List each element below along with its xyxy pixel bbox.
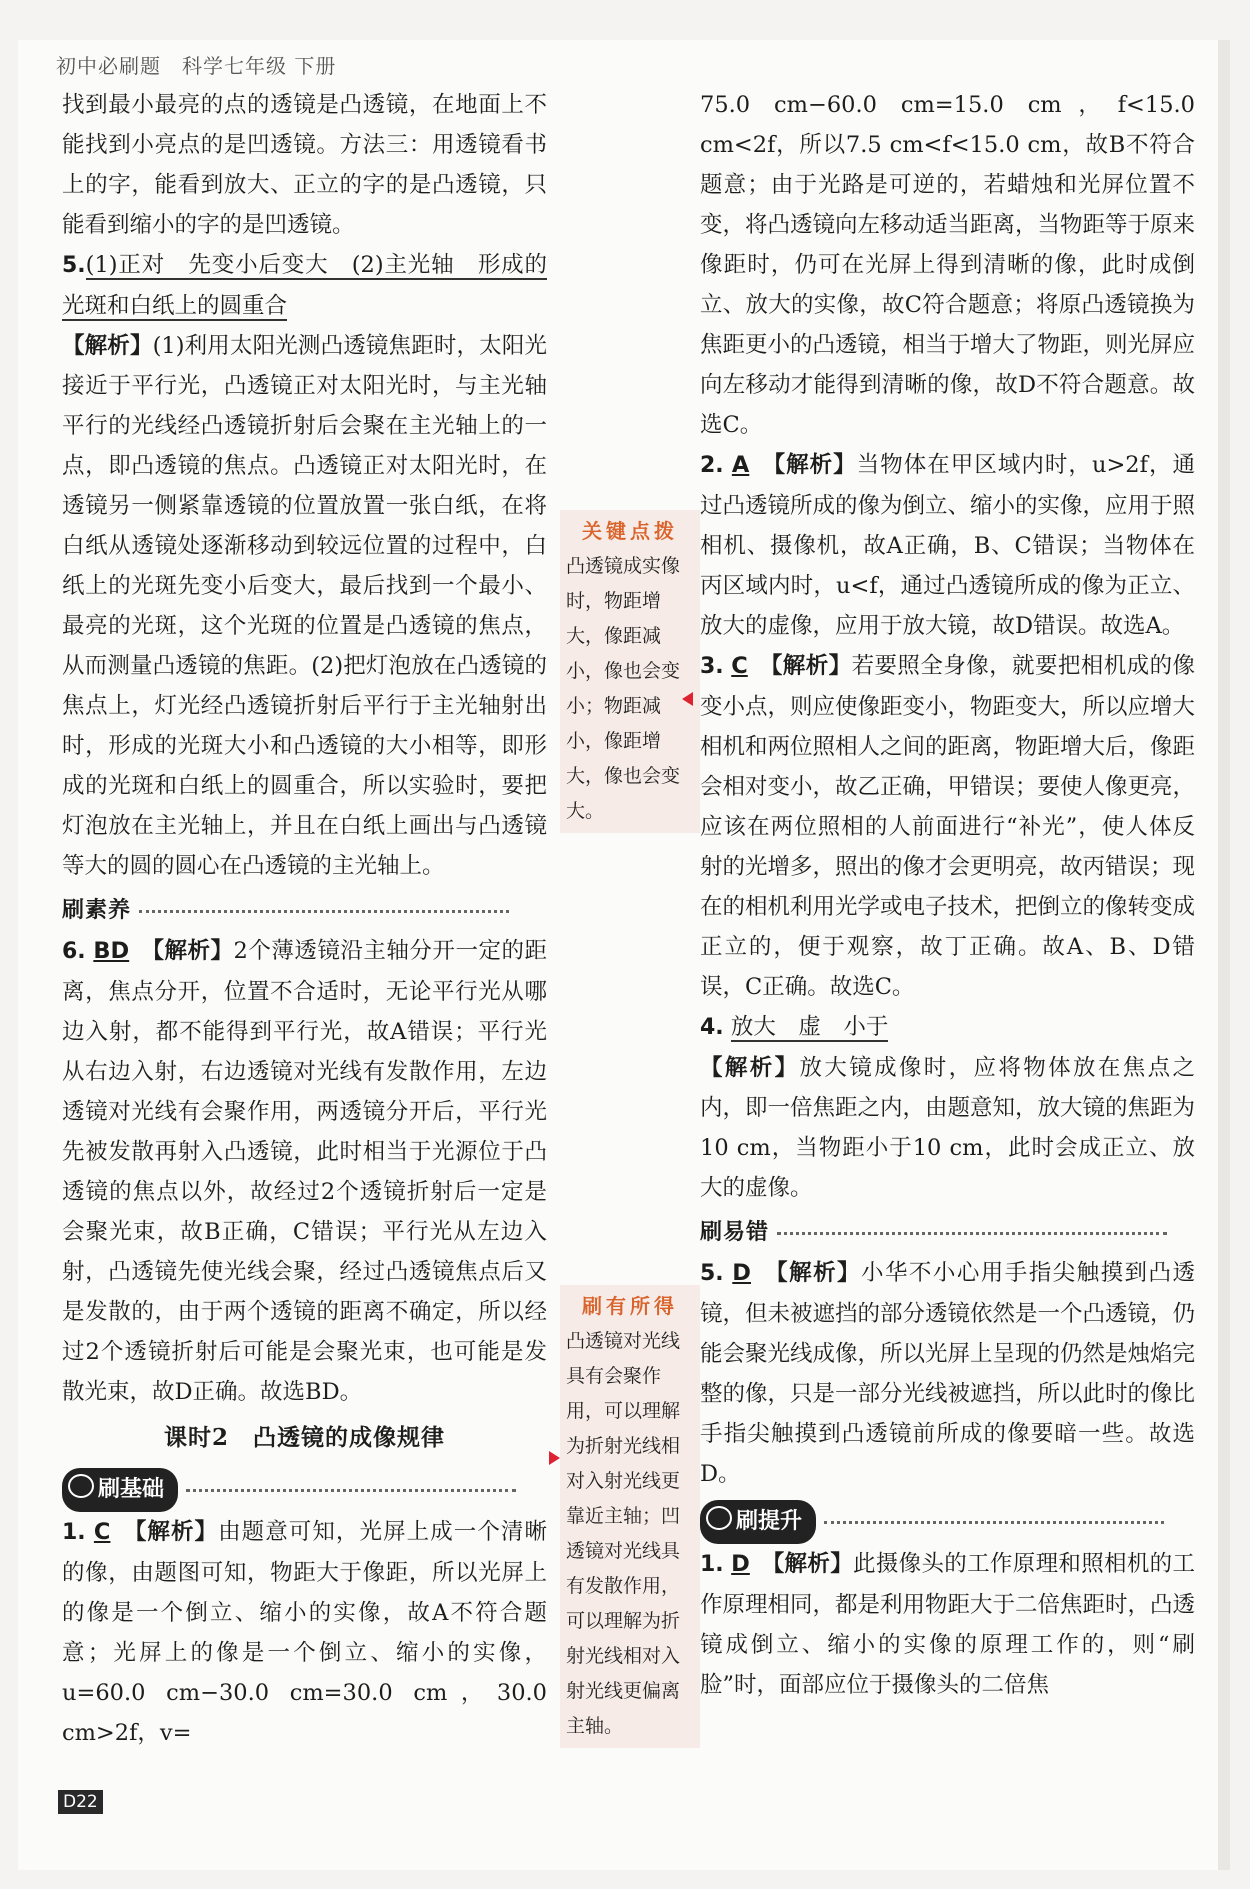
section-suyang [62, 890, 547, 931]
q4-answer: 放大 虚 小于 [730, 1014, 889, 1040]
q1-answer: C [93, 1519, 111, 1545]
right-column [700, 85, 1195, 1705]
q6-analysis-text: 2个薄透镜沿主轴分开一定的距离，焦点分开，位置不合适时，无论平行光从哪边入射，都不能得到平行光，故A错误；平行光从右边入射，右边透镜对光线有发散作用，左边透镜对光线有会聚作用，两透镜分开后，平行光先被发散再射入凸透镜，此时相当于光源位于凸透镜的焦点以外，故经过2个透镜折射后一定是会聚光束，故B正确，C错误；平行光从左边入射，凸透镜先使光线会聚，经过凸透镜焦点后又是发散的，由于两个透镜的距离不确定，所以经过2个透镜折射后可能是会聚光束，也可能是发散光束，故D正确。故选BD。 [62, 938, 547, 1405]
q1-number: 1. [62, 1520, 86, 1545]
left-continuation: 找到最小最亮的点的透镜是凸透镜，在地面上不能找到小亮点的是凹透镜。方法三：用透镜看书上的字，能看到放大、正立的字的是凸透镜，只能看到缩小的字的是凹透镜。 [62, 92, 547, 238]
q5-number: 5. [62, 253, 86, 278]
q5-answer: D [732, 1260, 751, 1286]
analysis-label: 【解析】 [152, 938, 234, 964]
right-q5 [700, 1253, 1195, 1494]
q1-analysis-text: 由题意可知，光屏上成一个清晰的像，由题图可知，物距大于像距，所以光屏上的像是一个倒立、缩小的实像，故A不符合题意；光屏上的像是一个倒立、缩小的实像，u=60.0 cm−30.0 cm=30.0 cm，30.0 cm>2f，v= [62, 1519, 547, 1746]
section-label: 刷素养 [62, 898, 132, 923]
page-fold-shadow [1218, 40, 1230, 1870]
analysis-label: 【解析】 [773, 452, 857, 478]
q4-number: 4. [700, 1015, 724, 1040]
q2-number: 2. [700, 453, 724, 478]
q6-answer: BD [93, 938, 130, 964]
q5-analysis-text: 小华不小心用手指尖触摸到凸透镜，但未被遮挡的部分透镜依然是一个凸透镜，仍能会聚光线成像，所以光屏上呈现的仍然是烛焰完整的像，只是一部分光线被遮挡，所以此时的像比手指尖触摸到凸透镜前所成的像要暗一些。故选D。 [700, 1260, 1196, 1487]
analysis-label: 【解析】 [700, 1055, 800, 1081]
left-q5 [62, 245, 547, 326]
section-tag [700, 1500, 816, 1544]
q5-answer: (1)正对 先变小后变大 (2)主光轴 形成的光斑和白纸上的圆重合 [62, 252, 547, 319]
q5-number: 5. [700, 1261, 724, 1286]
left-q5-analysis [62, 326, 547, 886]
page-number: D22 [58, 1790, 103, 1814]
pointer-arrow-icon [682, 692, 693, 706]
q4-analysis-text: 放大镜成像时，应将物体放在焦点之内，即一倍焦距之内，由题意知，放大镜的焦距为10 cm，当物距小于10 cm，此时会成正立、放大的虚像。 [700, 1055, 1196, 1201]
section-label: 刷提升 [736, 1509, 803, 1534]
side-note-body: 凸透镜对光线具有会聚作用，可以理解为折射光线相对入射光线更靠近主轴；凹透镜对光线具有发散作用，可以理解为折射光线相对入射光线更偏离主轴。 [566, 1330, 681, 1737]
section-label: 刷基础 [98, 1477, 165, 1502]
q1-answer: D [731, 1551, 750, 1577]
analysis-label: 【解析】 [135, 1519, 219, 1545]
analysis-label: 【解析】 [772, 1551, 854, 1577]
q2-analysis-text: 当物体在甲区域内时，u>2f，通过凸透镜所成的像为倒立、缩小的实像，应用于照相机、摄像机，故A正确，B、C错误；当物体在丙区域内时，u<f，通过凸透镜所成的像为正立、放大的虚像，应用于放大镜，故D错误。故选A。 [700, 452, 1196, 639]
brush-icon [68, 1474, 94, 1498]
section-jichu [62, 1462, 547, 1512]
right-q3 [700, 646, 1195, 1007]
right-continuation: 75.0 cm−60.0 cm=15.0 cm，f<15.0 cm<2f，所以7.5 cm<f<15.0 cm，故B不符合题意；由于光路是可逆的，若蜡烛和光屏位置不变，将凸透镜向左移动适当距离，当物距等于原来像距时，仍可在光屏上得到清晰的像，此时成倒立、放大的实像，故C符合题意；将原凸透镜换为焦距更小的凸透镜，相当于增大了物距，则光屏应向左移动才能得到清晰的像，故D不符合题意。故选C。 [700, 92, 1196, 438]
right-q4-analysis [700, 1048, 1195, 1208]
q1-analysis-text: 此摄像头的工作原理和照相机的工作原理相同，都是利用物距大于二倍焦距时，凸透镜成倒立、缩小的实像的原理工作的，则“刷脸”时，面部应位于摄像头的二倍焦 [700, 1551, 1196, 1698]
dotted-divider [186, 1489, 516, 1492]
side-note-title: 刷有所得 [582, 1294, 678, 1318]
right-q2 [700, 445, 1195, 646]
q3-analysis-text: 若要照全身像，就要把相机成的像变小点，则应使像距变小，物距变大，所以应增大相机和两位照相人之间的距离，物距增大后，像距会相对变小，故乙正确，甲错误；要使人像更亮，应该在两位照相的人前面进行“补光”，使人体反射的光增多，照出的像才会更明亮，故丙错误；现在的相机利用光学或电子技术，把倒立的像转变成正立的，便于观察，故丁正确。故A、B、D错误，C正确。故选C。 [700, 653, 1196, 1000]
side-note-key-points [560, 510, 700, 833]
left-q6 [62, 931, 547, 1412]
left-q1 [62, 1512, 547, 1753]
section-yicuo [700, 1212, 1195, 1253]
analysis-label: 【解析】 [776, 1260, 861, 1286]
q2-answer: A [731, 452, 750, 478]
section-label: 刷易错 [700, 1220, 770, 1245]
q6-number: 6. [62, 939, 86, 964]
section-tisheng [700, 1494, 1195, 1544]
pointer-arrow-icon [549, 1451, 560, 1465]
brush-icon [706, 1506, 732, 1530]
left-column [62, 85, 547, 1753]
lesson-title: 课时2 凸透镜的成像规律 [163, 1424, 445, 1451]
q5-analysis-text: (1)利用太阳光测凸透镜焦距时，太阳光接近于平行光，凸透镜正对太阳光时，与主光轴平行的光线经凸透镜折射后会聚在主光轴上的一点，即凸透镜的焦点。凸透镜正对太阳光时，在透镜另一侧紧靠透镜的位置放置一张白纸，在将白纸从透镜处逐渐移动到较远位置的过程中，白纸上的光斑先变小后变大，最后找到一个最小、最亮的光斑，这个光斑的位置是凸透镜的焦点，从而测量凸透镜的焦距。(2)把灯泡放在凸透镜的焦点上，灯光经凸透镜折射后平行于主光轴射出时，形成的光斑大小和凸透镜的大小相等，即形成的光斑和白纸上的圆重合，所以实验时，要把灯泡放在主光轴上，并且在白纸上画出与凸透镜等大的圆的圆心在凸透镜的主光轴上。 [62, 333, 547, 879]
page-header: 初中必刷题 科学七年级 下册 [56, 54, 337, 78]
q3-number: 3. [700, 654, 724, 679]
side-note-body: 凸透镜成实像时，物距增大，像距减小，像也会变小；物距减小，像距增大，像也会变大。 [566, 555, 681, 822]
section-tag [62, 1468, 178, 1512]
dotted-divider [139, 910, 509, 913]
analysis-label: 【解析】 [771, 653, 852, 679]
side-note-title: 关键点拨 [582, 519, 678, 543]
q3-answer: C [731, 653, 748, 679]
dotted-divider [824, 1521, 1164, 1524]
side-note-takeaways [560, 1285, 700, 1748]
dotted-divider [777, 1232, 1167, 1235]
right-q4 [700, 1007, 1195, 1048]
analysis-label: 【解析】 [62, 333, 153, 359]
q1-number: 1. [700, 1552, 724, 1577]
right-q1 [700, 1544, 1195, 1705]
